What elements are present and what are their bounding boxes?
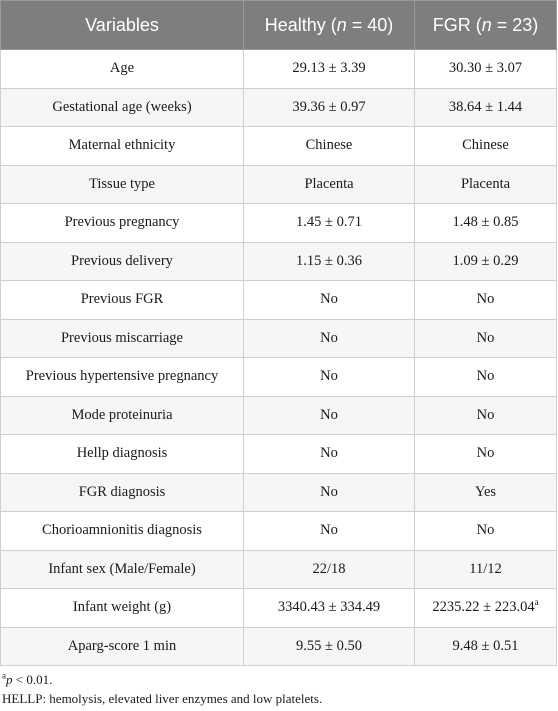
cell-fgr: 2235.22 ± 223.04$^a$ bbox=[415, 589, 557, 628]
cell-fgr: Placenta bbox=[415, 165, 557, 204]
cell-variable: Previous delivery bbox=[1, 242, 244, 281]
cell-healthy: 1.15 ± 0.36 bbox=[244, 242, 415, 281]
table-body bbox=[1, 50, 557, 666]
cell-variable: Hellp diagnosis bbox=[1, 435, 244, 474]
cell-fgr: Yes bbox=[415, 473, 557, 512]
footnote-p-value: $^a$p < 0.01. bbox=[2, 670, 53, 687]
cell-healthy: 39.36 ± 0.97 bbox=[244, 88, 415, 127]
table-row bbox=[1, 242, 557, 281]
footnote-hellp: HELLP: hemolysis, elevated liver enzymes and low platelets. bbox=[2, 691, 323, 706]
table-row bbox=[1, 319, 557, 358]
cell-variable: Previous FGR bbox=[1, 281, 244, 320]
table-row bbox=[1, 473, 557, 512]
table-row bbox=[1, 358, 557, 397]
cell-variable: Mode proteinuria bbox=[1, 396, 244, 435]
cell-fgr: No bbox=[415, 435, 557, 474]
cell-fgr: 1.09 ± 0.29 bbox=[415, 242, 557, 281]
cell-healthy: 29.13 ± 3.39 bbox=[244, 50, 415, 89]
cell-variable: Infant sex (Male/Female) bbox=[1, 550, 244, 589]
cell-fgr: 1.48 ± 0.85 bbox=[415, 204, 557, 243]
table-row bbox=[1, 512, 557, 551]
cell-healthy: 1.45 ± 0.71 bbox=[244, 204, 415, 243]
cell-variable: Maternal ethnicity bbox=[1, 127, 244, 166]
header-healthy: Healthy (n = 40) bbox=[244, 1, 415, 50]
table-row bbox=[1, 627, 557, 666]
cell-variable: Tissue type bbox=[1, 165, 244, 204]
footnotes bbox=[2, 670, 322, 708]
cell-healthy: No bbox=[244, 473, 415, 512]
cell-fgr: 9.48 ± 0.51 bbox=[415, 627, 557, 666]
cell-fgr: No bbox=[415, 358, 557, 397]
cell-healthy: 22/18 bbox=[244, 550, 415, 589]
header-variables: Variables bbox=[1, 1, 244, 50]
cell-healthy: No bbox=[244, 358, 415, 397]
cell-fgr: No bbox=[415, 396, 557, 435]
cell-healthy: Chinese bbox=[244, 127, 415, 166]
table-row bbox=[1, 50, 557, 89]
cell-fgr: Chinese bbox=[415, 127, 557, 166]
table-row bbox=[1, 589, 557, 628]
cell-variable: Previous hypertensive pregnancy bbox=[1, 358, 244, 397]
cell-variable: Gestational age (weeks) bbox=[1, 88, 244, 127]
cell-fgr: 38.64 ± 1.44 bbox=[415, 88, 557, 127]
cell-variable: Age bbox=[1, 50, 244, 89]
cell-variable: Infant weight (g) bbox=[1, 589, 244, 628]
table-row bbox=[1, 88, 557, 127]
cell-healthy: No bbox=[244, 435, 415, 474]
table-row bbox=[1, 435, 557, 474]
cell-variable: Aparg-score 1 min bbox=[1, 627, 244, 666]
cell-healthy: 9.55 ± 0.50 bbox=[244, 627, 415, 666]
table-row bbox=[1, 550, 557, 589]
cell-variable: FGR diagnosis bbox=[1, 473, 244, 512]
cell-healthy: Placenta bbox=[244, 165, 415, 204]
cell-variable: Previous pregnancy bbox=[1, 204, 244, 243]
cell-healthy: No bbox=[244, 512, 415, 551]
cell-fgr: 30.30 ± 3.07 bbox=[415, 50, 557, 89]
table-row bbox=[1, 127, 557, 166]
cell-fgr: No bbox=[415, 281, 557, 320]
cell-healthy: No bbox=[244, 281, 415, 320]
table-row bbox=[1, 396, 557, 435]
header-row bbox=[1, 1, 557, 50]
cell-healthy: No bbox=[244, 396, 415, 435]
table-row bbox=[1, 281, 557, 320]
table-row bbox=[1, 165, 557, 204]
cell-variable: Previous miscarriage bbox=[1, 319, 244, 358]
cell-healthy: 3340.43 ± 334.49 bbox=[244, 589, 415, 628]
cell-fgr: 11/12 bbox=[415, 550, 557, 589]
cell-healthy: No bbox=[244, 319, 415, 358]
cell-fgr: No bbox=[415, 319, 557, 358]
cell-fgr: No bbox=[415, 512, 557, 551]
cell-variable: Chorioamnionitis diagnosis bbox=[1, 512, 244, 551]
header-fgr: FGR (n = 23) bbox=[415, 1, 557, 50]
table-row bbox=[1, 204, 557, 243]
